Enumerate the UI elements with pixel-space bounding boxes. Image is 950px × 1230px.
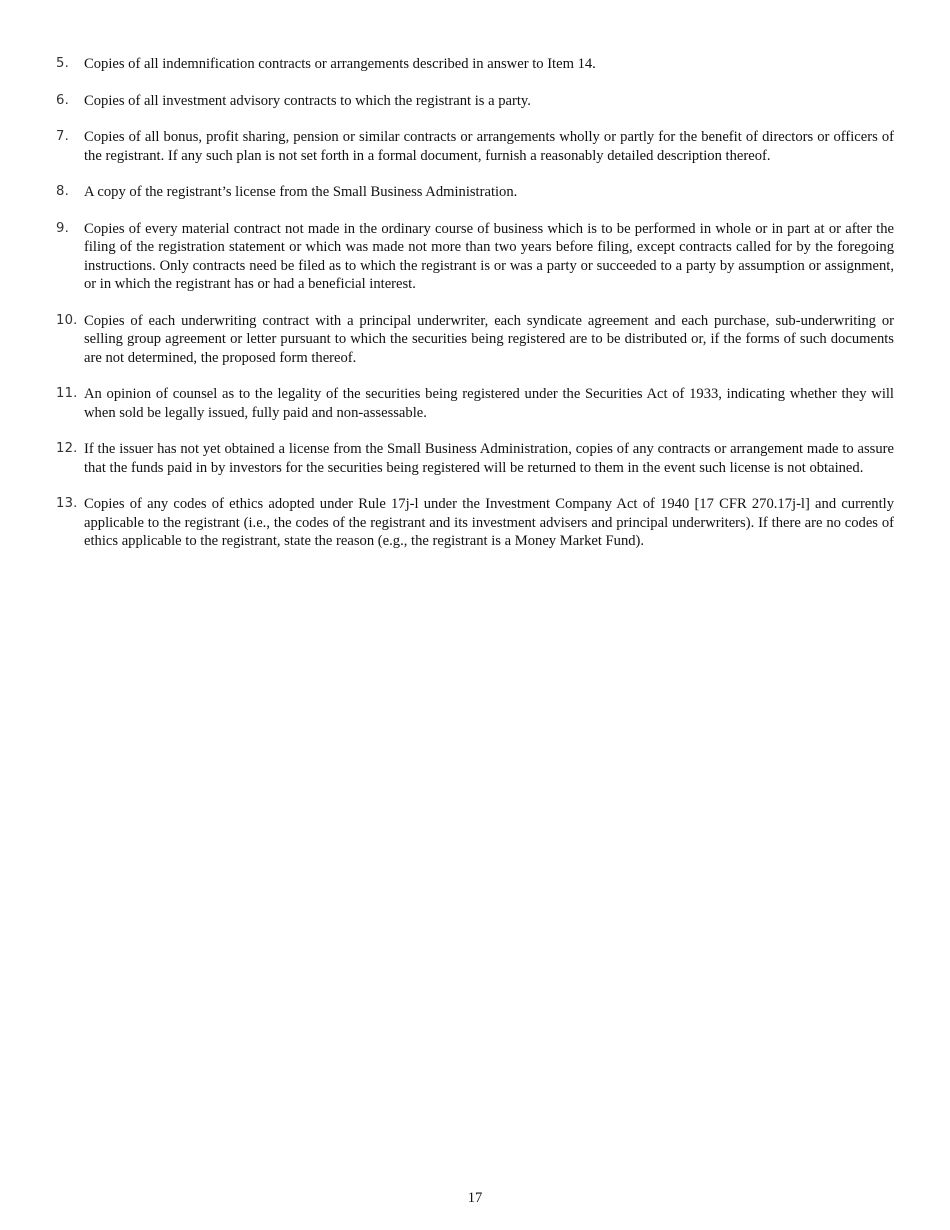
item-text: Copies of all bonus, profit sharing, pension or similar contracts or arrangements wholly or partly for the benefit of directors or officers of the registrant. If any such plan is not set forth in a formal document, furnish a reasonably detailed description thereof. [84, 129, 894, 164]
item-number: 10. [56, 312, 78, 328]
item-number: 7. [56, 129, 69, 144]
item-number: 9. [56, 220, 69, 236]
list-item [56, 495, 894, 551]
item-number: 11. [56, 386, 78, 401]
page-number: 17 [467, 1190, 483, 1206]
list-item [56, 312, 894, 368]
item-number: 13. [56, 496, 78, 511]
item-text: Copies of each underwriting contract with a principal underwriter, each syndicate agreement and each purchase, sub-underwriting or selling group agreement or letter pursuant to which the securities being registered are to be distributed or, if the forms of such documents are not determined, the proposed form thereof. [84, 312, 894, 366]
item-text: A copy of the registrant’s license from the Small Business Administration. [84, 184, 518, 200]
list-item [56, 440, 894, 477]
item-text: An opinion of counsel as to the legality of the securities being registered under the Securities Act of 1933, indicating whether they will when sold be legally issued, fully paid and non-assessable. [84, 386, 894, 421]
item-number: 8. [56, 184, 69, 199]
list-item [56, 92, 894, 111]
item-text: Copies of any codes of ethics adopted under Rule 17j-l under the Investment Company Act of 1940 [17 CFR 270.17j-l] and currently applicable to the registrant (i.e., the codes of the registrant and its investment advisers and principal underwriters). If there are no codes of ethics applicable to the registrant, state the reason (e.g., the registrant is a Money Market Fund). [84, 496, 894, 549]
list-item [56, 128, 894, 165]
list-item [56, 385, 894, 422]
list-item [56, 220, 894, 294]
item-text: Copies of all investment advisory contracts to which the registrant is a party. [84, 92, 531, 109]
item-text: Copies of every material contract not made in the ordinary course of business which is to be performed in whole or in part at or after the filing of the registration statement or which was made not more than two years before filing, except contracts called for by the foregoing instructions. Only contracts need be filed as to which the registrant is or was a party or succeeded to a party by assumption or assignment, or in which the registrant has or had a beneficial interest. [84, 220, 894, 292]
item-number: 12. [56, 441, 78, 456]
item-number: 5. [56, 56, 69, 71]
exhibit-list [56, 55, 894, 569]
item-number: 6. [56, 92, 69, 108]
list-item [56, 183, 894, 202]
item-text: If the issuer has not yet obtained a license from the Small Business Administration, copies of any contracts or arrangement made to assure that the funds paid in by investors for the securities being registered will be returned to them in the event such license is not obtained. [84, 441, 894, 476]
list-item [56, 55, 894, 74]
item-text: Copies of all indemnification contracts or arrangements described in answer to Item 14. [84, 56, 596, 72]
